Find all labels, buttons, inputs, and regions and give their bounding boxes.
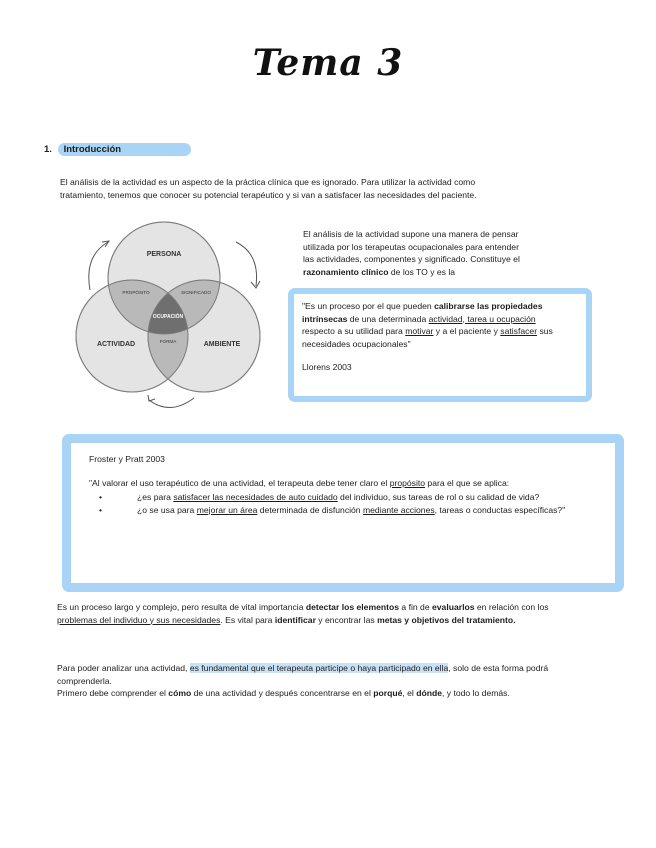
text-fragment-bold: cómo bbox=[168, 688, 192, 698]
section-number: 1. bbox=[44, 144, 52, 155]
text-fragment: Primero debe comprender el bbox=[57, 688, 169, 698]
text-fragment: , el bbox=[402, 688, 417, 698]
text-fragment: en relación con los bbox=[474, 602, 549, 612]
quote-fragment-underlined: satisfacer las necesidades de auto cuidado bbox=[173, 492, 338, 502]
cycle-arrow-icon bbox=[148, 395, 155, 401]
text-fragment-highlighted: es fundamental que el terapeuta participe o haya participado en ella bbox=[189, 663, 449, 673]
venn-label-significado: SIGNIFICADO bbox=[181, 290, 211, 295]
text-fragment: de una actividad y después concentrarse en el bbox=[191, 688, 374, 698]
text-fragment-bold: evaluarlos bbox=[431, 602, 475, 612]
text-fragment-bold: porqué bbox=[373, 688, 403, 698]
quote-text bbox=[83, 477, 569, 490]
text-fragment-bold: dónde bbox=[416, 688, 443, 698]
quote-fragment: determinada de disfunción bbox=[257, 504, 363, 515]
side-line: utilizada por los terapeutas ocupacionales para entender bbox=[303, 241, 519, 252]
cycle-arrow-icon bbox=[251, 281, 260, 288]
intro-paragraph bbox=[60, 176, 580, 201]
venn-label-ambiente: AMBIENTE bbox=[203, 341, 241, 348]
paragraph-line bbox=[57, 662, 587, 687]
quote-fragment-underlined: propósito bbox=[389, 477, 426, 488]
text-fragment: a fin de bbox=[399, 602, 432, 612]
paragraph-line bbox=[57, 687, 587, 700]
quote-fragment-underlined: motivar bbox=[405, 326, 434, 336]
quote-author: Froster y Pratt 2003 bbox=[89, 454, 165, 464]
quote-fragment: para el que se aplica: bbox=[425, 477, 510, 488]
text-fragment: Es un proceso largo y complejo, pero resulta de vital importancia bbox=[57, 602, 306, 612]
section-heading bbox=[44, 143, 191, 156]
text-fragment-bold: detectar los elementos bbox=[305, 602, 400, 612]
quote-fragment-bold: calibrarse las propiedades intrínsecas bbox=[302, 301, 543, 324]
quote-fragment: respecto a su utilidad para bbox=[302, 326, 406, 336]
side-line: El análisis de la actividad supone una manera de pensar bbox=[303, 229, 519, 239]
text-fragment: y encontrar las bbox=[315, 614, 378, 625]
venn-label-persona: PERSONA bbox=[146, 251, 182, 258]
side-line: las actividades, componentes y significado. Constituye el bbox=[303, 254, 520, 264]
section-label: Introducción bbox=[58, 143, 192, 156]
bold-term: razonamiento clínico bbox=[303, 266, 389, 277]
text-fragment-underlined: problemas del individuo y sus necesidades bbox=[57, 614, 221, 625]
quote-fragment-underlined: mejorar un área bbox=[196, 504, 258, 515]
text-fragment: Para poder analizar una actividad, bbox=[57, 663, 190, 673]
quote-text bbox=[302, 300, 560, 350]
question-list bbox=[83, 491, 603, 516]
quote-fragment-underlined: mediante acciones bbox=[362, 504, 435, 515]
intro-line: tratamiento, tenemos que conocer su potencial terapéutico y si van a satisfacer las necesidades del paciente. bbox=[60, 189, 477, 200]
quote-fragment: "Al valorar el uso terapéutico de una actividad, el terapeuta debe tener claro el bbox=[89, 477, 390, 488]
cycle-arrow-icon bbox=[89, 242, 108, 290]
quote-fragment: "Es un proceso por el que pueden bbox=[302, 301, 435, 311]
list-item bbox=[83, 504, 567, 517]
side-paragraph bbox=[303, 228, 583, 278]
intro-line: El análisis de la actividad es un aspecto de la práctica clínica que es ignorado. Para utilizar la actividad como bbox=[60, 177, 476, 187]
text-fragment: , solo de esta forma podrá comprenderla. bbox=[57, 663, 549, 686]
venn-label-ocupacion: OCUPACIÓN bbox=[152, 314, 184, 320]
quote-fragment: sus necesidades ocupacionales" bbox=[302, 326, 553, 349]
text-fragment: . Es vital para bbox=[220, 614, 275, 625]
quote-fragment: de una determinada bbox=[347, 313, 429, 324]
quote-box-llorens bbox=[288, 288, 592, 402]
list-item bbox=[83, 491, 567, 504]
side-line-rest: de los TO y es la bbox=[388, 266, 456, 277]
paragraph-analysis bbox=[57, 662, 587, 700]
quote-fragment: ¿o se usa para bbox=[137, 504, 197, 515]
page-title: Tema 3 bbox=[252, 42, 404, 84]
venn-label-forma: FORMA bbox=[159, 339, 177, 344]
quote-fragment-underlined: actividad, tarea u ocupación bbox=[428, 313, 536, 324]
quote-fragment: ¿es para bbox=[137, 492, 174, 502]
cycle-arrow-icon bbox=[236, 242, 257, 286]
venn-diagram bbox=[64, 218, 279, 418]
text-fragment-bold: identificar bbox=[274, 614, 316, 625]
cycle-arrow-icon bbox=[149, 398, 194, 408]
text-fragment: , y todo lo demás. bbox=[442, 688, 510, 698]
quote-fragment: y a el paciente y bbox=[433, 326, 501, 336]
venn-label-actividad: ACTIVIDAD bbox=[96, 341, 136, 348]
text-fragment-bold: metas y objetivos del tratamiento. bbox=[377, 614, 516, 625]
quote-fragment: , tareas o conductas específicas?" bbox=[434, 504, 566, 515]
quote-box-froster-pratt bbox=[62, 434, 624, 592]
paragraph-process bbox=[57, 601, 587, 626]
quote-fragment: del individuo, sus tareas de rol o su calidad de vida? bbox=[337, 492, 540, 502]
quote-fragment-underlined: satisfacer bbox=[500, 326, 538, 336]
quote-author: Llorens 2003 bbox=[302, 362, 352, 372]
side-line bbox=[303, 266, 583, 279]
venn-label-proposito: PROPÓSITO bbox=[122, 290, 150, 295]
